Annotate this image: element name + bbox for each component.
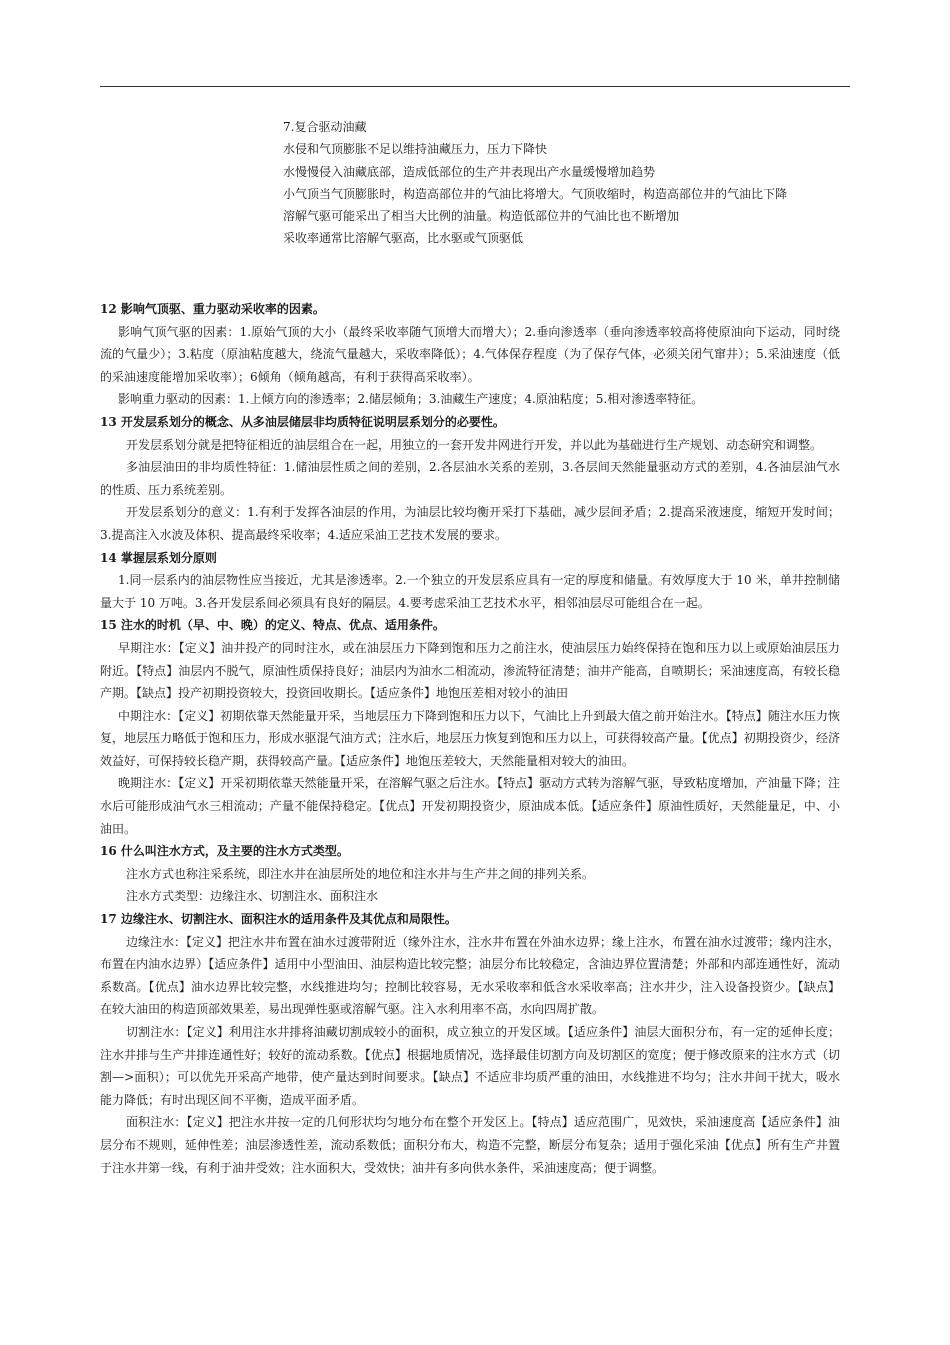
top-line: 小气顶当气顶膨胀时，构造高部位井的气油比将增大。气顶收缩时，构造高部位井的气油比下降: [283, 186, 788, 201]
main-content: [100, 298, 840, 1179]
paragraph: 早期注水：【定义】油井投产的同时注水，或在油层压力下降到饱和压力之前注水，使油层压力始终保持在饱和压力以上或原始油层压力附近。【特点】油层内不脱气，原油性质保持良好；油层内为油水二相流动，渗流特征清楚；油井产能高，自喷期长；采油速度高，有较长稳产期。【缺点】投产初期投资较大，投资回收期长。【适应条件】地饱压差相对较小的油田: [100, 640, 840, 701]
section-heading: 12 影响气顶驱、重力驱动采收率的因素。: [100, 302, 325, 316]
paragraph: 开发层系划分就是把特征相近的油层组合在一起，用独立的一套开发井网进行开发，并以此为基础进行生产规划、动态研究和调整。: [126, 437, 823, 452]
paragraph: 影响重力驱动的因素：1.上倾方向的渗透率；2.储层倾角；3.油藏生产速度；4.原油粘度；5.相对渗透率特征。: [118, 392, 704, 407]
section-heading: 17 边缘注水、切割注水、面积注水的适用条件及其优点和局限性。: [100, 912, 457, 927]
paragraph: 影响气顶气驱的因素：1.原始气顶的大小（最终采收率随气顶增大而增大）；2.垂向渗透率（垂向渗透率较高将使原油向下运动，同时绕流的气量少）；3.粘度（原油粘度越大，绕流气量越大，采收率降低）；4.气体保存程度（为了保存气体，必须关闭气窜井）；5.采油速度（低的采油速度能增加采收率）；6倾角（倾角越高，有利于获得高采收率）。: [100, 324, 840, 384]
paragraph: 切割注水：【定义】利用注水井排将油藏切割成较小的面积，成立独立的开发区域。【适应条件】油层大面积分布，有一定的延伸长度；注水井排与生产井排连通性好；较好的流动系数。【优点】根据地质情况，选择最佳切割方向及切割区的宽度；便于修改原来的注水方式（切割—>面积）；可以优先开采高产地带，使产量达到时间要求。【缺点】不适应非均质严重的油田，水线推进不均匀；注水井间干扰大，吸水能力降低；有时出现区间不平衡，造成平面矛盾。: [100, 1025, 840, 1107]
top-line: 水慢慢侵入油藏底部，造成低部位的生产井表现出产水量缓慢增加趋势: [283, 164, 656, 179]
paragraph: 多油层油田的非均质性特征：1.储油层性质之间的差别，2.各层油水关系的差别，3.各层间天然能量驱动方式的差别，4.各油层油气水的性质、压力系统差别。: [100, 460, 840, 497]
section-heading: 13 开发层系划分的概念、从多油层储层非均质特征说明层系划分的必要性。: [100, 414, 505, 429]
paragraph: 开发层系划分的意义：1.有利于发挥各油层的作用，为油层比较均衡开采打下基础，减少层间矛盾；2.提高采液速度，缩短开发时间；3.提高注入水波及体积、提高最终采收率；4.适应采油工艺技术发展的要求。: [100, 505, 840, 542]
paragraph: 中期注水：【定义】初期依靠天然能量开采，当地层压力下降到饱和压力以下，气油比上升到最大值之前开始注水。【特点】随注水压力恢复，地层压力略低于饱和压力，形成水驱混气油方式；注水后，地层压力恢复到饱和压力以上，可获得较高产量。【优点】初期投资少，经济效益好，可保持较长稳产期，获得较高产量。【适应条件】地饱压差较大，天然能量相对较大的油田。: [100, 708, 840, 768]
section-heading: 16 什么叫注水方式，及主要的注水方式类型。: [100, 844, 349, 859]
section-heading: 14 掌握层系划分原则: [100, 550, 217, 565]
top-line: 7.复合驱动油藏: [283, 120, 367, 134]
paragraph: 注水方式类型：边缘注水、切割注水、面积注水: [126, 889, 379, 904]
paragraph: 注水方式也称注采系统，即注水井在油层所处的地位和注水井与生产井之间的排列关系。: [126, 866, 595, 881]
compound-drive-notes: [283, 116, 843, 250]
paragraph: 1.同一层系内的油层物性应当接近，尤其是渗透率。2.一个独立的开发层系应具有一定的厚度和储量。有效厚度大于 10 米，单井控制储量大于 10 万吨。3.各开发层系间必须具有良好的隔层。4.要考虑采油工艺技术水平，相邻油层尽可能组合在一起。: [100, 573, 840, 610]
section-heading: 15 注水的时机（早、中、晚）的定义、特点、优点、适用条件。: [100, 618, 445, 633]
top-line: 采收率通常比溶解气驱高，比水驱或气顶驱低: [283, 231, 524, 246]
top-line: 水侵和气顶膨胀不足以维持油藏压力，压力下降快: [283, 142, 548, 157]
header-rule: [100, 86, 850, 87]
paragraph: 面积注水：【定义】把注水井按一定的几何形状均匀地分布在整个开发区上。【特点】适应范围广，见效快，采油速度高【适应条件】油层分布不规则，延伸性差；油层渗透性差，流动系数低；面积分布大，构造不完整，断层分布复杂；适用于强化采油【优点】所有生产井置于注水井第一线，有利于油井受效；注水面积大，受效快；油井有多向供水条件，采油速度高；便于调整。: [100, 1115, 840, 1175]
paragraph: 边缘注水：【定义】把注水井布置在油水过渡带附近（缘外注水，注水井布置在外油水边界；缘上注水，布置在油水过渡带；缘内注水，布置在内油水边界）【适应条件】适用中小型油田、油层构造比较完整；油层分布比较稳定，含油边界位置清楚；外部和内部连通性好，流动系数高。【优点】油水边界比较完整，水线推进均匀；控制比较容易，无水采收率和低含水采收率高；注水井少，注入设备投资少。【缺点】在较大油田的构造顶部效果差，易出现弹性驱或溶解气驱。注入水利用率不高，水向四周扩散。: [100, 934, 841, 1017]
top-line: 溶解气驱可能采出了相当大比例的油量。构造低部位井的气油比也不断增加: [283, 209, 680, 224]
paragraph: 晚期注水：【定义】开采初期依靠天然能量开采，在溶解气驱之后注水。【特点】驱动方式转为溶解气驱，导致粘度增加，产油量下降；注水后可能形成油气水三相流动；产量不能保持稳定。【优点】开发初期投资少，原油成本低。【适应条件】原油性质好，天然能量足，中、小油田。: [100, 776, 840, 836]
